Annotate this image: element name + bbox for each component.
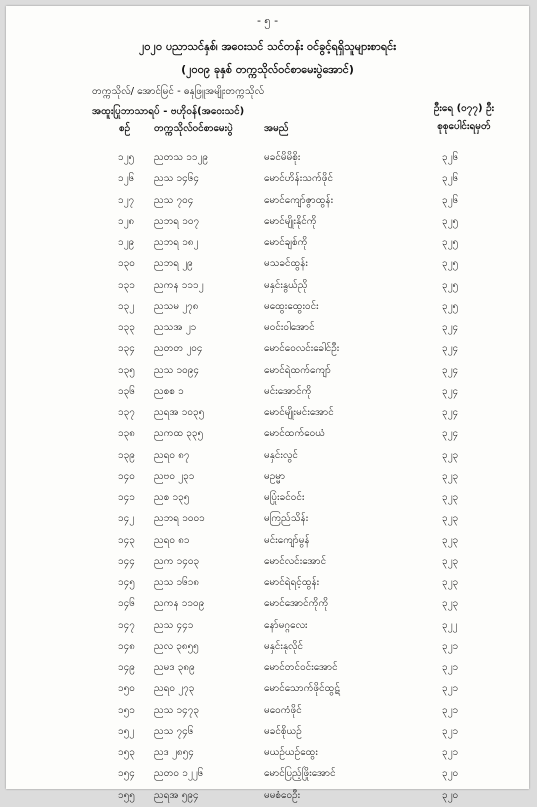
- table-row: [6, 297, 529, 318]
- total-score: ၃၂၅: [442, 300, 459, 312]
- table-row: [6, 148, 529, 169]
- table-row: [6, 488, 529, 509]
- table-row: [6, 318, 529, 339]
- table-row: [6, 531, 529, 552]
- total-score: ၃၂၄: [442, 428, 459, 440]
- student-name: မခင်မိမိစိုး: [264, 152, 301, 163]
- document-subtitle: (၂၀၀၉ ခုနှစ် တက္ကသိုလ်ဝင်စာမေးပွဲအောင်): [181, 63, 354, 76]
- table-row: [6, 339, 529, 360]
- roll-number: ညသ ၄၄၁: [154, 619, 194, 631]
- roll-number: ညသ ၁၄၇၃: [154, 704, 200, 716]
- table-row: [6, 361, 529, 382]
- table-row: [6, 679, 529, 700]
- serial-number: ၁၃၄: [118, 343, 135, 355]
- roll-number: ညတဝ ၁၂၂၆: [154, 768, 204, 780]
- total-score: ၃၂၃: [442, 449, 459, 461]
- document-title: ၂၀၂၀ ပညာသင်နှစ်၊ အဝေးသင် သင်တန်း ဝင်ခွင့်ရရှိသူများစာရင်း: [138, 40, 397, 53]
- total-score: ၃၂၁: [442, 704, 459, 716]
- serial-number: ၁၃၉: [118, 449, 135, 461]
- roll-number: ညသ ၁၄၆၄: [154, 173, 200, 185]
- student-name: မောင်ပြည့်ဖြိုးအောင်: [264, 768, 336, 780]
- student-name: မမစံဝေဦး: [264, 789, 301, 801]
- total-score: ၃၂၄: [442, 364, 459, 376]
- serial-number: ၁၄၄: [118, 555, 135, 567]
- total-score: ၃၂၆: [442, 152, 459, 163]
- total-score: ၃၂၂: [442, 619, 458, 631]
- serial-number: ၁၃၅: [118, 364, 135, 376]
- roll-number: ညသအ ၂၁: [154, 322, 197, 333]
- total-score: ၃၂၃: [442, 534, 459, 546]
- student-name: မင်းကျော်မွန်: [264, 534, 310, 546]
- table-row: [6, 786, 529, 807]
- roll-number: ညဗ၀ ၂၃၁: [154, 470, 195, 482]
- roll-number-header: တက္ကသိုလ်ဝင်စာမေးပွဲ: [154, 123, 233, 134]
- serial-number: ၁၂၈: [118, 215, 135, 227]
- table-row: [6, 212, 529, 233]
- table-row: [6, 276, 529, 297]
- table-row: [6, 446, 529, 467]
- serial-number: ၁၂၉: [118, 237, 135, 248]
- table-row: [6, 573, 529, 594]
- total-score: ၃၂၃: [442, 577, 459, 588]
- roll-number: ညတသ ၁၁၂၉: [154, 152, 209, 163]
- table-row: [6, 722, 529, 743]
- university-line: တက္ကသိုလ်/ အောင်မြင် - ဓနုဖြူအမျိုးတက္ကသိုလ်: [92, 86, 264, 97]
- serial-number: ၁၃၂: [118, 300, 135, 312]
- total-score: ၃၂၃: [442, 555, 459, 567]
- serial-number: ၁၄၇: [118, 619, 135, 631]
- roll-number: ညရဝ ၈၇: [154, 449, 190, 461]
- total-score: ၃၂၃: [442, 598, 459, 610]
- serial-number: ၁၄၉: [118, 662, 135, 673]
- serial-number: ၁၃၁: [118, 279, 135, 291]
- table-row: [6, 233, 529, 254]
- total-score-header: စုစုပေါင်းရမှတ်: [437, 121, 491, 132]
- serial-number: ၁၂၇: [118, 194, 135, 206]
- student-name: မောင်ကျော်ဇွာထွန်း: [264, 194, 334, 206]
- student-name: မနှင်းနုလိုင်: [264, 640, 304, 652]
- total-score: ၃၂၅: [442, 237, 459, 248]
- student-name: မောင်တင်ဝင်းအောင်: [264, 662, 338, 673]
- roll-number: ညဘရ ၁၀၇: [154, 215, 200, 227]
- table-row: [6, 169, 529, 190]
- roll-number: ညကန ၁၁၁၂: [154, 279, 204, 291]
- serial-number: ၁၄၂: [118, 513, 135, 525]
- roll-number: ညသ ၇၄၆: [154, 725, 194, 737]
- student-name: မကြည်သိန်း: [264, 513, 309, 525]
- serial-number: ၁၄၀: [118, 470, 135, 482]
- table-row: [6, 616, 529, 637]
- student-name: မင်းအောင်ကို: [264, 385, 312, 397]
- serial-number: ၁၅၁: [118, 704, 135, 716]
- total-score: ၃၂၅: [442, 279, 459, 291]
- student-name: မောင်မျိုးမင်းအောင်: [264, 407, 334, 418]
- student-name: မောင်ဟိန်းသက်ဖိုင်: [264, 173, 334, 185]
- serial-number: ၁၄၃: [118, 534, 135, 546]
- student-name: နော်မဂ္ဂလေး: [264, 619, 308, 631]
- serial-number: ၁၅၃: [118, 747, 135, 758]
- roll-number: ညသ ၁၆၁၈: [154, 577, 200, 588]
- total-score: ၃၂၁: [442, 747, 459, 758]
- serial-number: ၁၃၈: [118, 428, 135, 440]
- serial-number: ၁၃၀: [118, 258, 135, 270]
- serial-number: ၁၄၈: [118, 640, 135, 652]
- serial-number: ၁၅၅: [118, 789, 135, 801]
- student-name: မောင်ရဲထက်ကျော်: [264, 364, 331, 376]
- roll-number: ညဘရ ၂၉: [154, 258, 193, 270]
- serial-number: ၁၃၇: [118, 407, 135, 418]
- serial-number: ၁၅၀: [118, 683, 135, 695]
- total-score: ၃၂၀: [442, 789, 459, 801]
- student-name: မပြုံးခင်ဝင်း: [264, 492, 305, 503]
- serial-number: ၁၅၄: [118, 768, 135, 780]
- total-score: ၃၂၁: [442, 662, 459, 673]
- roll-number: ညဘရ ၁၀၀၁: [154, 513, 205, 525]
- roll-number: ညရဝ ၈၁: [154, 534, 190, 546]
- student-name: မဝေကံဖိုင်: [264, 704, 302, 716]
- student-name: မသခင်ထွန်း: [264, 258, 308, 270]
- student-name: မနှင်းလွင်: [264, 449, 298, 461]
- table-row: [6, 467, 529, 488]
- student-name: မယဉ်ယဉ်ထွေး: [264, 747, 318, 758]
- total-score: ၃၂၄: [442, 385, 459, 397]
- document-page: [6, 6, 529, 801]
- student-name: မဝင်းဝါအောင်: [264, 322, 315, 333]
- table-row: [6, 637, 529, 658]
- total-score: ၃၂၃: [442, 492, 459, 503]
- student-name: မောင်အောင်ကိုကို: [264, 598, 329, 610]
- student-name: မနှင်းနွယ်ညို: [264, 279, 308, 291]
- table-row: [6, 764, 529, 785]
- total-score: ၃၂၁: [442, 683, 459, 695]
- table-row: [6, 424, 529, 445]
- roll-number: ညစစ ၁: [154, 385, 184, 397]
- student-name: မထွေးထွေးဝင်း: [264, 300, 319, 312]
- roll-number: ညတတ ၂၀၄: [154, 343, 203, 355]
- roll-number: ညကန ၁၁၀၉: [154, 598, 205, 610]
- total-score: ၃၂၃: [442, 470, 459, 482]
- total-score: ၃၂၁: [442, 640, 459, 652]
- count-header: ဦးရေ (၀၇၇) ဦး: [433, 103, 495, 114]
- student-name: မောင်မျိုးနိုင်ကို: [264, 215, 317, 227]
- total-score: ၃၂၅: [442, 215, 459, 227]
- serial-number: ၁၄၁: [118, 492, 135, 503]
- roll-number: ညက ၁၄၀၃: [154, 555, 200, 567]
- serial-number: ၁၄၅: [118, 577, 135, 588]
- serial-header: စဉ်: [119, 123, 131, 134]
- serial-number: ၁၂၆: [118, 173, 135, 185]
- table-row: [6, 382, 529, 403]
- student-name: မောင်ထက်ဝေယံ: [264, 428, 326, 440]
- table-row: [6, 743, 529, 764]
- roll-number: ညလ ၃၈၅၅: [154, 640, 199, 652]
- table-row: [6, 509, 529, 530]
- roll-number: ညဒ ၂၈၅၄: [154, 747, 194, 758]
- results-list: [6, 148, 529, 807]
- student-name: မောင်လင်းအောင်: [264, 555, 327, 567]
- total-score: ၃၂၆: [442, 173, 459, 185]
- total-score: ၃၂၆: [442, 194, 459, 206]
- total-score: ၃၂၃: [442, 513, 459, 525]
- student-name: မောင်ဝေလင်းခေါင်ဦး: [264, 343, 340, 355]
- table-row: [6, 552, 529, 573]
- total-score: ၃၂၄: [442, 322, 459, 333]
- total-score: ၃၂၁: [442, 725, 459, 737]
- table-row: [6, 594, 529, 615]
- total-score: ၃၂၅: [442, 258, 459, 270]
- serial-number: ၁၅၂: [118, 725, 135, 737]
- table-row: [6, 701, 529, 722]
- roll-number: ညကထ ၃၃၅: [154, 428, 204, 440]
- student-name: မောင်ချစ်ကို: [264, 237, 308, 248]
- roll-number: ညသ ၇၀၄: [154, 194, 194, 206]
- serial-number: ၁၄၆: [118, 598, 135, 610]
- name-header: အမည်: [264, 123, 289, 134]
- serial-number: ၁၃၃: [118, 322, 135, 333]
- student-name: မဥမ္မာ: [264, 470, 286, 482]
- roll-number: ညစ ၁၃၅: [154, 492, 190, 503]
- roll-number: ညသမ ၂၇၈: [154, 300, 199, 312]
- student-name: မခင်စိုယဉ်: [264, 725, 302, 737]
- total-score: ၃၂၀: [442, 768, 459, 780]
- roll-number: ညရအ ၁၀၃၅: [154, 407, 205, 418]
- page-number: - ၅ -: [256, 14, 279, 27]
- major-header: အထူးပြုဘာသာရပ် - ဗဟိုဝန်(အဝေးသင်): [92, 106, 245, 117]
- serial-number: ၁၂၅: [118, 152, 135, 163]
- roll-number: ညရဝ ၂၇၃: [154, 683, 195, 695]
- student-name: မောင်သောက်ဖိုင်ထွဋ်: [264, 683, 340, 695]
- table-row: [6, 254, 529, 275]
- serial-number: ၁၃၆: [118, 385, 135, 397]
- total-score: ၃၂၄: [442, 407, 459, 418]
- roll-number: ညမဒ ၃၈၉: [154, 662, 195, 673]
- table-row: [6, 191, 529, 212]
- roll-number: ညရအ ၅၉၄: [154, 789, 199, 801]
- student-name: မောင်ရဲရင့်ထွန်း: [264, 577, 320, 588]
- roll-number: ညသ ၁၀၉၄: [154, 364, 200, 376]
- roll-number: ညဘရ ၁၈၂: [154, 237, 199, 248]
- table-row: [6, 403, 529, 424]
- total-score: ၃၂၄: [442, 343, 459, 355]
- table-row: [6, 658, 529, 679]
